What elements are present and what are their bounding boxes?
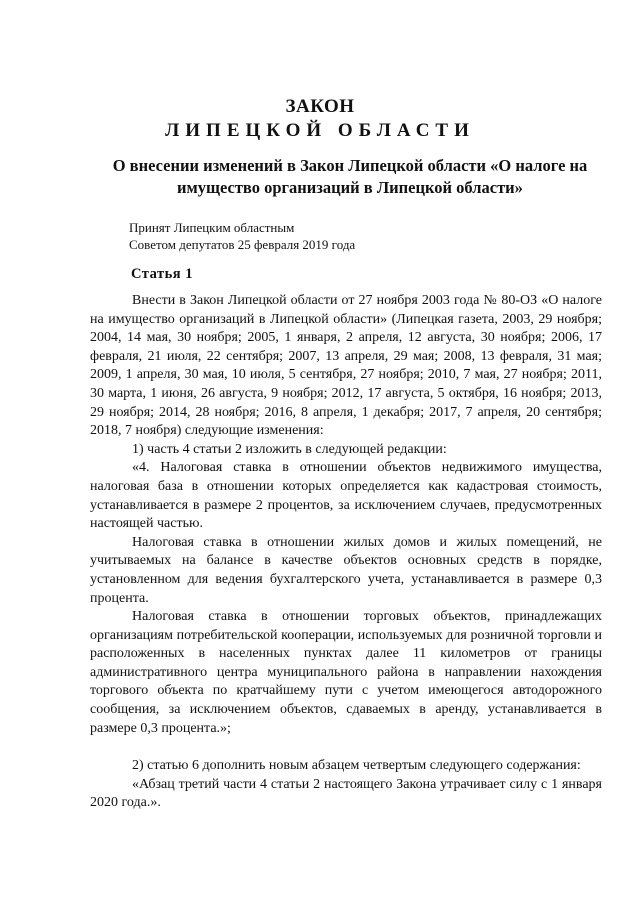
paragraph-residential-rate: Налоговая ставка в отношении жилых домов и жилых помещений, не учитываемых на балансе в качестве объектов основных средств в порядке, установленном для ведения бухгалтерского учета, устанавливается в размере 0,3 процента. (90, 534, 602, 606)
law-title: О внесении изменений в Закон Липецкой области «О налоге на имущество организаций в Липецкой области» (112, 156, 588, 197)
law-heading: ЗАКОН (285, 96, 355, 117)
region-heading: ЛИПЕЦКОЙ ОБЛАСТИ (165, 120, 475, 141)
article-body (90, 292, 602, 813)
paragraph-item-2: 2) статью 6 дополнить новым абзацем четвертым следующего содержания: (132, 758, 581, 774)
paragraph-part-4: «4. Налоговая ставка в отношении объектов недвижимого имущества, налоговая база в отношении которых определяется как кадастровая стоимость, устанавливается в размере 2 процентов, за исключением случаев, предусмотренных настоящей частью. (90, 460, 602, 532)
article-heading: Статья 1 (131, 266, 193, 282)
adoption-line-1: Принят Липецким областным (129, 220, 295, 235)
paragraph-item-1: 1) часть 4 статьи 2 изложить в следующей редакции: (132, 441, 447, 457)
adoption-line-2: Советом депутатов 25 февраля 2019 года (129, 237, 356, 252)
adoption-note (129, 219, 355, 253)
paragraph-intro: Внести в Закон Липецкой области от 27 ноября 2003 года № 80-ОЗ «О налоге на имущество организаций в Липецкой области» (Липецкая газета, 2003, 29 ноября; 2004, 14 мая, 30 ноября; 2005, 1 января, 2 апреля, 12 августа, 30 ноября; 2006, 17 февраля, 21 июля, 22 сентября; 2007, 13 апреля, 29 мая; 2008, 13 февраля, 31 мая; 2009, 1 апреля, 30 мая, 10 июля, 5 сентября, 27 ноября; 2010, 7 мая, 27 ноября; 2011, 30 марта, 1 июня, 26 августа, 9 ноября; 2012, 17 августа, 5 октября, 16 ноября; 2013, 29 ноября; 2014, 28 ноября; 2016, 8 апреля, 1 декабря; 2017, 7 апреля, 20 сентября; 2018, 7 ноября) следующие изменения: (90, 293, 602, 439)
paragraph-new-clause: «Абзац третий части 4 статьи 2 настоящего Закона утрачивает силу с 1 января 2020 года.». (90, 776, 602, 811)
paragraph-trade-objects-rate: Налоговая ставка в отношении торговых объектов, принадлежащих организациям потребительской кооперации, используемых для розничной торговли и расположенных в населенных пунктах далее 11 километров от границы административного центра муниципального района в направлении нахождения торгового объекта по кратчайшему пути с учетом имеющегося автодорожного сообщения, за исключением объектов, сдаваемых в аренду, устанавливается в размере 0,3 процента.»; (90, 609, 602, 736)
